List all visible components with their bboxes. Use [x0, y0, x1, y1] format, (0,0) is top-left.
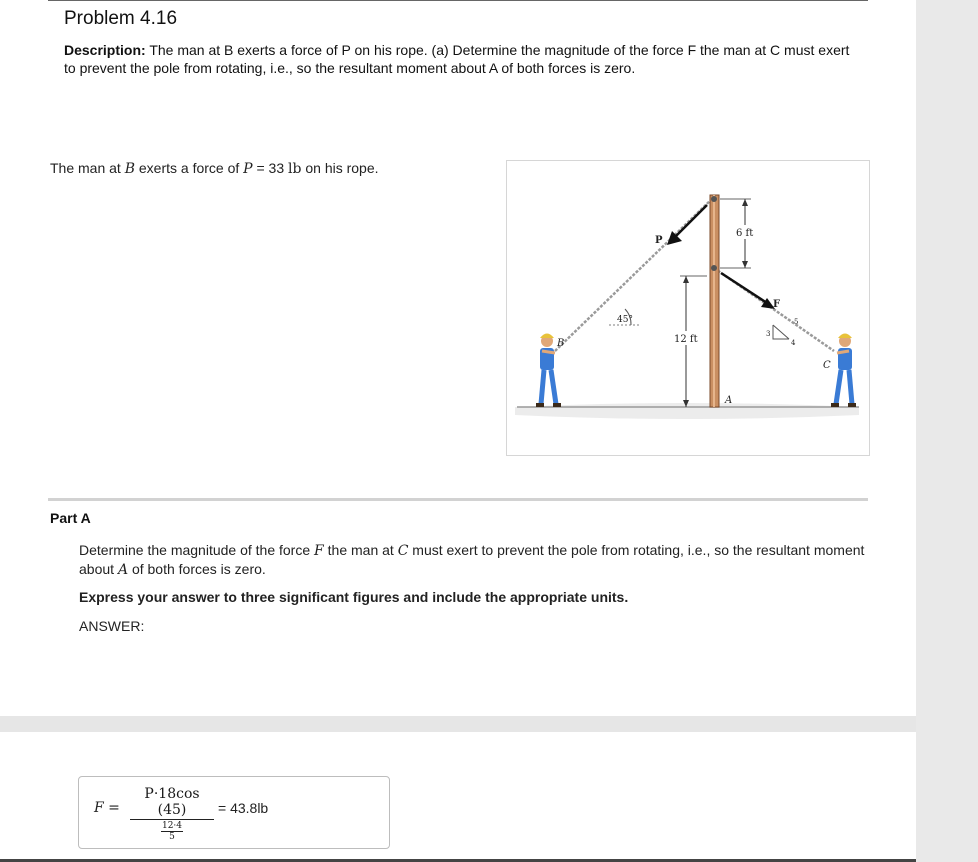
- label-6ft: 6 ft: [736, 228, 754, 239]
- label-f: F: [773, 299, 781, 310]
- given-middle: exerts a force of: [135, 160, 244, 176]
- q-symbol-c: C: [397, 543, 409, 559]
- inner-denominator: 5: [169, 832, 175, 842]
- part-divider: [48, 498, 868, 501]
- answer-numerator: P·18cos (45): [130, 786, 214, 820]
- label-slope-5: 5: [794, 318, 799, 326]
- label-c: C: [823, 360, 831, 371]
- top-divider: [48, 0, 868, 1]
- given-unit: lb: [288, 161, 302, 177]
- answer-lhs: F =: [94, 800, 120, 816]
- answer-fraction: [130, 786, 214, 842]
- given-suffix: on his rope.: [301, 160, 379, 176]
- given-value: = 33: [252, 160, 289, 176]
- answer-result: = 43.8lb: [218, 800, 269, 816]
- section-separator: [0, 716, 916, 732]
- label-slope-3: 3: [766, 330, 771, 338]
- ground: [515, 403, 859, 419]
- man-c-figure: [831, 334, 856, 408]
- q-prefix: Determine the magnitude of the force: [79, 542, 315, 558]
- given-point-b: B: [124, 161, 135, 177]
- part-a-question: [79, 541, 869, 579]
- inner-numerator: 12·4: [161, 821, 183, 831]
- problem-figure: [506, 160, 870, 456]
- label-angle: 45°: [617, 315, 633, 325]
- problem-title: Problem 4.16: [64, 8, 178, 29]
- label-a: A: [725, 395, 733, 406]
- label-slope-4: 4: [791, 339, 796, 347]
- problem-description: [64, 41, 864, 77]
- answer-instruction: Express your answer to three significant figures and include the appropriate units.: [79, 589, 629, 605]
- q-symbol-f: F: [314, 543, 324, 559]
- part-a-label: Part A: [50, 510, 91, 526]
- q-symbol-a: A: [117, 562, 129, 578]
- figure-drawing: [507, 161, 869, 455]
- right-scroll-gutter: [916, 0, 978, 862]
- label-b: B: [557, 338, 565, 349]
- label-p: P: [655, 235, 663, 246]
- q-suffix: of both forces is zero.: [128, 561, 266, 577]
- label-12ft: 12 ft: [674, 334, 698, 345]
- given-statement: [50, 160, 379, 177]
- q-mid2: must exert to prevent the pole from rotating, i.e., so the resultant moment about: [79, 542, 865, 577]
- description-label: Description:: [64, 42, 146, 58]
- answer-label: ANSWER:: [79, 618, 145, 634]
- given-prefix: The man at: [50, 160, 125, 176]
- q-mid1: the man at: [323, 542, 398, 558]
- answer-denominator: [161, 821, 183, 842]
- given-symbol-p: P: [243, 161, 253, 177]
- description-text: The man at B exerts a force of P on his rope. (a) Determine the magnitude of the force F the man at C must exert to prevent the pole from rotating, i.e., so the resultant moment about A of both forces is zero.: [64, 42, 850, 76]
